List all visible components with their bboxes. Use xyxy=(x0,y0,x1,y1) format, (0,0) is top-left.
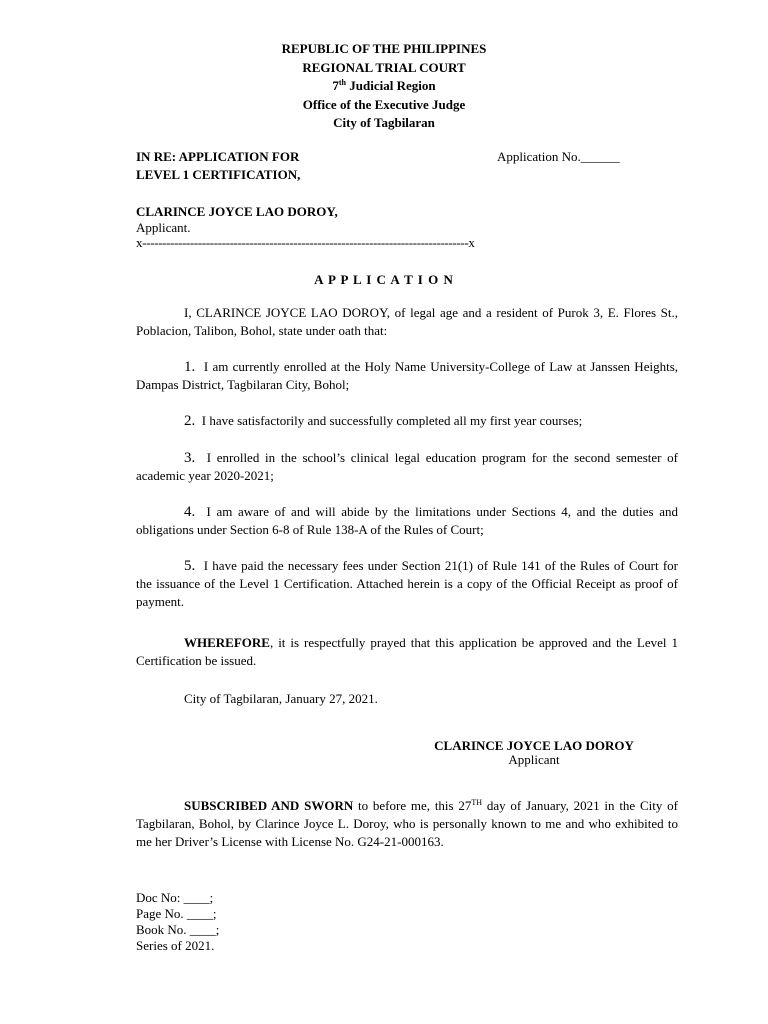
court-header xyxy=(0,40,768,133)
date-line: City of Tagbilaran, January 27, 2021. xyxy=(184,691,378,706)
header-court: REGIONAL TRIAL COURT xyxy=(302,59,466,75)
application-number: Application No.______ xyxy=(497,149,620,164)
document-title: A P P L I C A T I O N xyxy=(314,272,454,287)
wherefore-paragraph: WHEREFORE, it is respectfully prayed that this application be approved and the Level 1 Certification be issued. xyxy=(136,635,678,668)
notarial-book-no: Book No. ____; xyxy=(136,922,220,937)
caption-separator: x----------------------------------------------------------------------------------x xyxy=(136,235,475,250)
header-region: 7th Judicial Region xyxy=(332,78,436,93)
header-republic: REPUBLIC OF THE PHILIPPINES xyxy=(281,41,487,56)
applicant-name-caption: CLARINCE JOYCE LAO DOROY, xyxy=(136,204,338,219)
notarial-series: Series of 2021. xyxy=(136,938,215,953)
list-item: 4. I am aware of and will abide by the limitations under Sections 4, and the duties and obligations under Section 6-8 of Rule 138-A of the Rules of Court; xyxy=(136,504,678,537)
signature-role: Applicant xyxy=(508,752,560,767)
jurat-paragraph: SUBSCRIBED AND SWORN to before me, this 27TH day of January, 2021 in the City of Tagbilaran, Bohol, by Clarince Joyce L. Doroy, who is personally known to me and who exhibited to me her Driver’s License with License No. G24-21-000163. xyxy=(136,798,678,849)
header-office: Office of the Executive Judge xyxy=(302,96,466,112)
applicant-label: Applicant. xyxy=(136,220,191,235)
intro-paragraph: I, CLARINCE JOYCE LAO DOROY, of legal age and a resident of Purok 3, E. Flores St., Poblacion, Talibon, Bohol, state under oath that: xyxy=(136,305,678,338)
notarial-page-no: Page No. ____; xyxy=(136,906,217,921)
list-item: 1. I am currently enrolled at the Holy Name University-College of Law at Janssen Heights, Dampas District, Tagbilaran City, Bohol; xyxy=(136,359,679,392)
in-re-line-2: LEVEL 1 CERTIFICATION, xyxy=(136,167,301,182)
header-city: City of Tagbilaran xyxy=(333,115,435,130)
in-re-line-1: IN RE: APPLICATION FOR xyxy=(136,149,300,164)
signature-name: CLARINCE JOYCE LAO DOROY xyxy=(434,738,634,753)
list-item: 5. I have paid the necessary fees under Section 21(1) of Rule 141 of the Rules of Court for the issuance of the Level 1 Certification. Attached herein is a copy of the Official Receipt as proof of payment. xyxy=(136,558,678,609)
list-item: 3. I enrolled in the school’s clinical legal education program for the second semester of academic year 2020-2021; xyxy=(136,450,679,483)
list-item: 2. I have satisfactorily and successfully completed all my first year courses; xyxy=(184,413,583,429)
notarial-doc-no: Doc No: ____; xyxy=(136,890,214,905)
